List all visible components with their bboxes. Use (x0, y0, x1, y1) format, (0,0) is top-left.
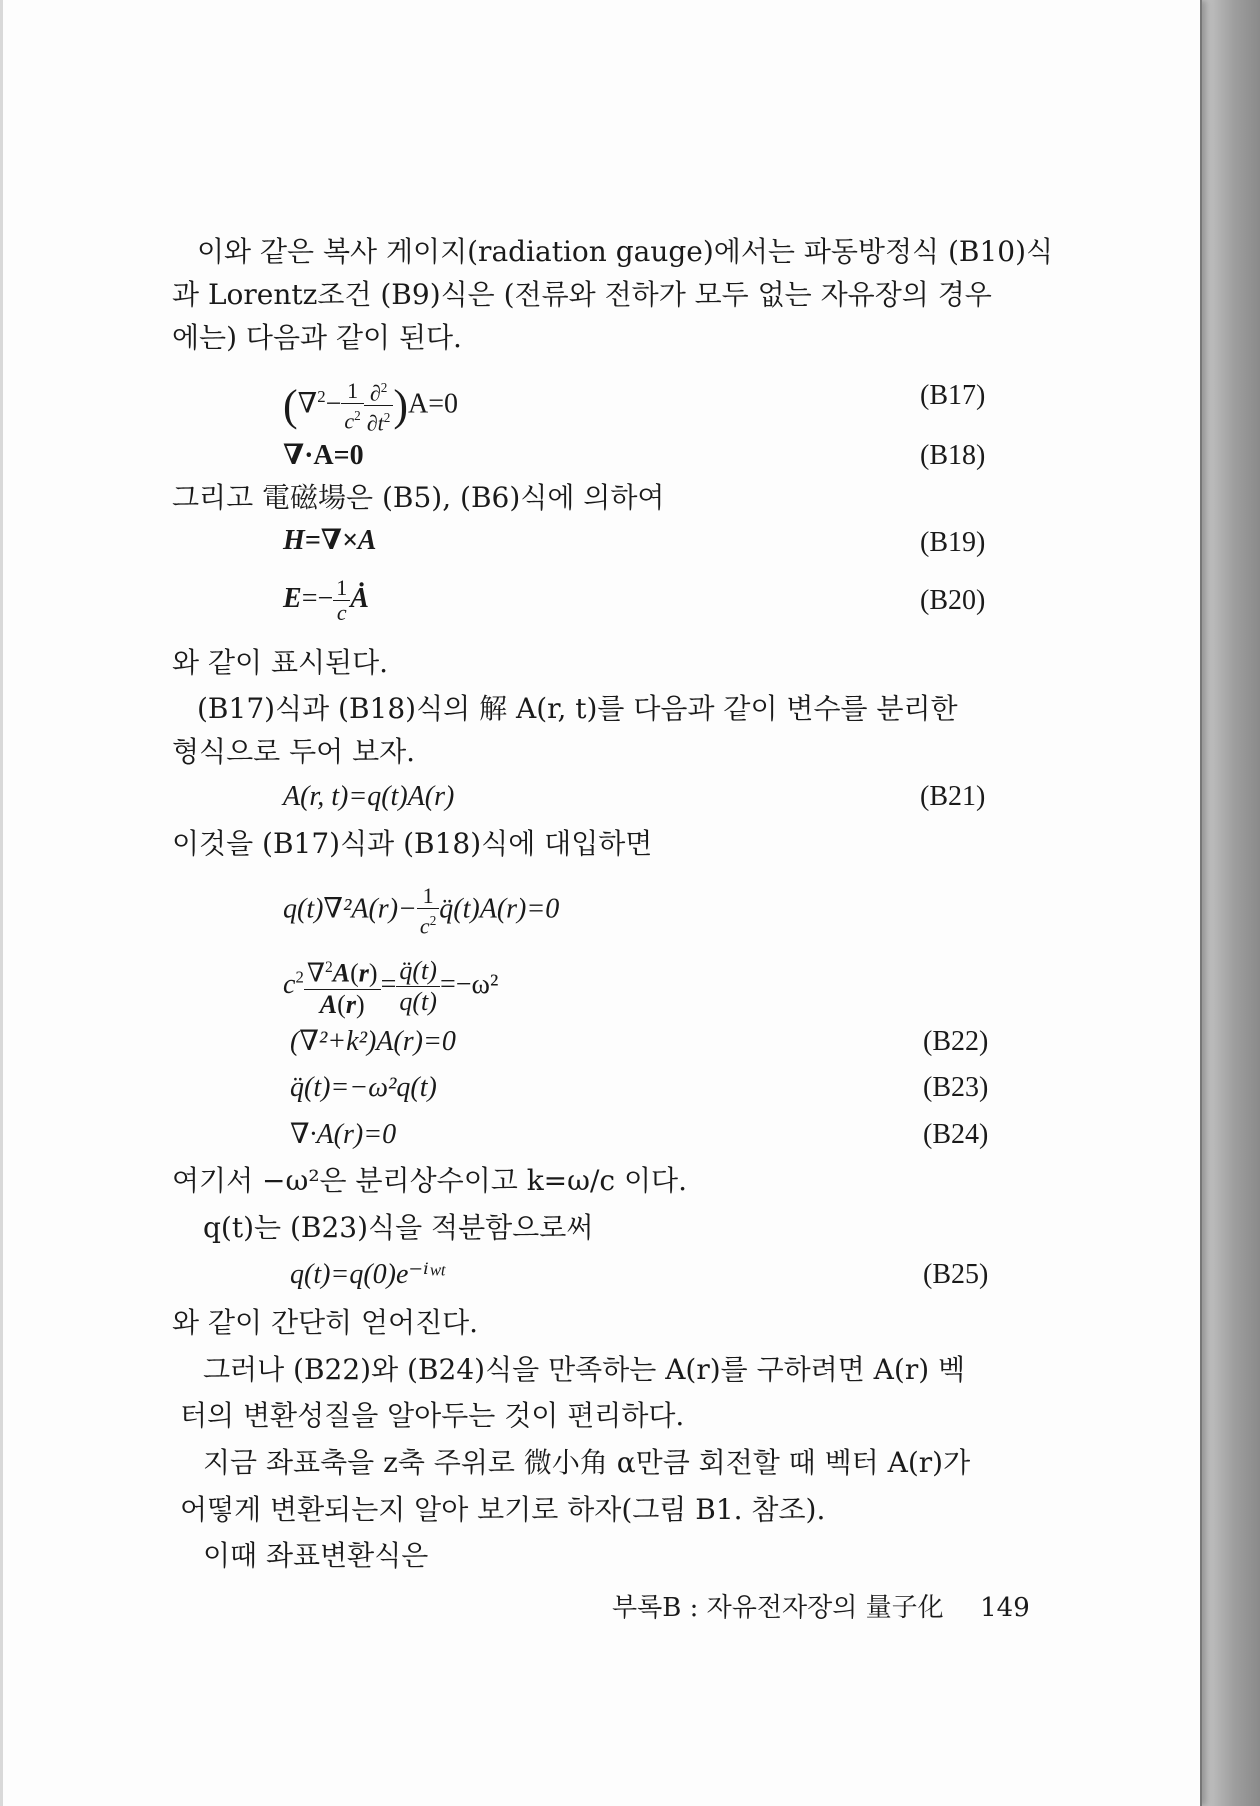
text-line: 이와 같은 복사 게이지(radiation gauge)에서는 파동방정식 (B10)식 (197, 235, 1054, 268)
text-line: (B17)식과 (B18)식의 解 A(r, t)를 다음과 같이 변수를 분리한 (197, 692, 958, 725)
equation-number: (B18) (920, 440, 986, 471)
running-footer (612, 1590, 1030, 1626)
equation-number: (B21) (920, 781, 986, 812)
equation-b18: ∇·A=0 (283, 440, 364, 471)
equation-b20: E=− $\frac{1}{c}$ Ȧ (283, 575, 369, 625)
equation-number: (B23) (923, 1072, 989, 1103)
equation-number: (B24) (923, 1119, 989, 1150)
text-line: 에는) 다음과 같이 된다. (172, 321, 462, 354)
equation-number: (B25) (923, 1259, 989, 1290)
equation-number: (B17) (920, 380, 986, 411)
text-line: 그러나 (B22)와 (B24)식을 만족하는 A(r)를 구하려면 A(r) 벡 (203, 1353, 966, 1386)
equation-b17: (∇$^2$− $\frac{1}{c^2}$ $\frac{\partial^2}{\partial t^2}$ )A=0 (283, 377, 459, 436)
text-line: 과 Lorentz조건 (B9)식은 (전류와 전하가 모두 없는 자유장의 경우 (172, 278, 992, 311)
text-line: 터의 변환성질을 알아두는 것이 편리하다. (180, 1399, 685, 1432)
text-line: q(t)는 (B23)식을 적분함으로써 (203, 1211, 594, 1244)
equation-ratio: $c^2$ $\frac{\nabla^2A(r)}{A(r)}$ = $\frac{q̈(t)}{q(t)}$ =−ω² (283, 953, 498, 1020)
text-line: 와 같이 표시된다. (172, 646, 389, 679)
equation-separation: q(t)∇²A(r)− $\frac{1}{c^2}$ q̈(t)A(r)=0 (283, 883, 560, 939)
book-spine (1196, 0, 1260, 1806)
equation-b24: ∇·A(r)=0 (290, 1119, 397, 1150)
text-line: 그리고 電磁場은 (B5), (B6)식에 의하여 (172, 481, 665, 514)
equation-b23: q̈(t)=−ω²q(t) (290, 1072, 437, 1103)
footer-title: 부록B : 자유전자장의 量子化 (612, 1593, 944, 1623)
page-number: 149 (980, 1593, 1030, 1623)
equation-b25: q(t)=q(0)e⁻ⁱʷᵗ (290, 1259, 445, 1290)
text-line: 형식으로 두어 보자. (172, 735, 416, 768)
text-line: 이것을 (B17)식과 (B18)식에 대입하면 (172, 827, 653, 860)
equation-b21: A(r, t)=q(t)A(r) (283, 781, 455, 812)
equation-number: (B19) (920, 527, 986, 558)
text-line: 이때 좌표변환식은 (203, 1539, 429, 1572)
equation-b19: H=∇×A (283, 525, 377, 556)
text-line: 지금 좌표축을 z축 주위로 微小角 α만큼 회전할 때 벡터 A(r)가 (203, 1446, 971, 1479)
text-line: 여기서 −ω²은 분리상수이고 k=ω/c 이다. (172, 1164, 687, 1197)
equation-number: (B20) (920, 585, 986, 616)
page-edge (0, 0, 3, 1806)
text-line: 와 같이 간단히 얻어진다. (172, 1306, 479, 1339)
equation-b22: (∇²+k²)A(r)=0 (290, 1026, 456, 1057)
equation-number: (B22) (923, 1026, 989, 1057)
text-line: 어떻게 변환되는지 알아 보기로 하자(그림 B1. 참조). (180, 1493, 826, 1526)
